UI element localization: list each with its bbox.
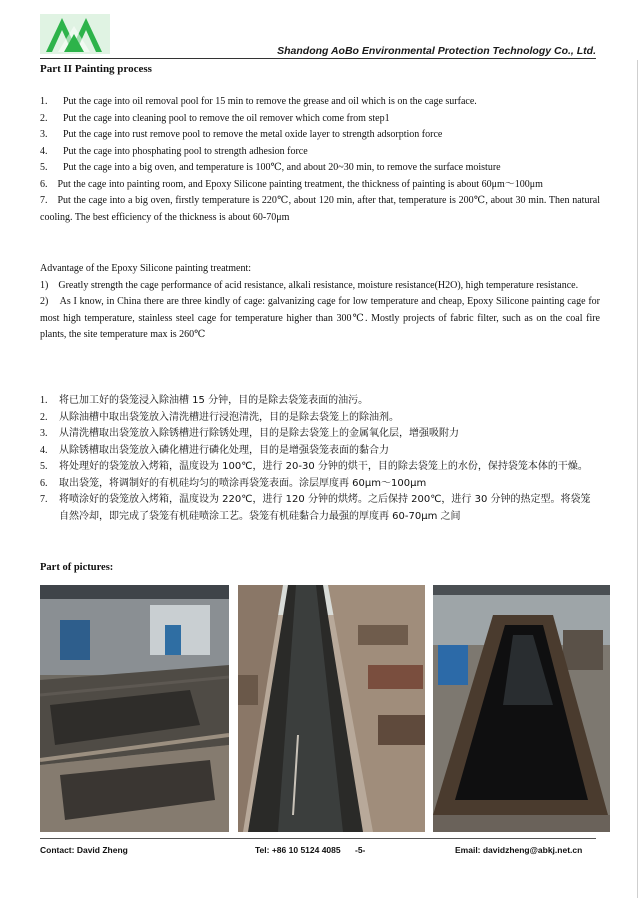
step-en-7: 7. Put the cage into a big oven, firstly temperature is 220℃, about 120 min, after that, temperature is 200℃, about 30 min. Then natural cooling. The best efficiency of the thickness is about 60-70μm xyxy=(40,195,600,223)
step-cn-1: 1. 将已加工好的袋笼浸入除油槽 15 分钟，目的是除去袋笼表面的油污。 xyxy=(40,395,369,406)
logo-icon xyxy=(40,14,110,54)
advantage-point-2: 2) As I know, in China there are three kindly of cage: galvanizing cage for low temperature and cheap, Epoxy Silicone painting cage for most high temperature, stainless steel cage for temperature higher than 300℃. Mostly projects of fabric filter, such as on the coal fire plants, the site temperature max is 260℃ xyxy=(40,296,601,340)
step-cn-4: 4. 从除锈槽取出袋笼放入磷化槽进行磷化处理，目的是增强袋笼表面的黏合力 xyxy=(40,444,389,456)
step-en-6: 6. Put the cage into painting room, and Epoxy Silicone painting treatment, the thickness of painting is about 60μm～100μm xyxy=(40,178,543,190)
footer-rule xyxy=(40,838,596,839)
advantage-point-1: 1) Greatly strength the cage performance of acid resistance, alkali resistance, moisture resistance(H2O), high temperature resistance. xyxy=(40,279,579,291)
step-en-2: 2. Put the cage into cleaning pool to remove the oil remover which come from step1 xyxy=(40,112,390,124)
english-steps-list xyxy=(40,94,600,226)
advantage-heading: Advantage of the Epoxy Silicone painting treatment: xyxy=(40,263,252,274)
company-logo xyxy=(40,14,110,54)
workshop-pools-photo xyxy=(40,585,229,832)
step-en-4: 4. Put the cage into phosphating pool to strength adhesion force xyxy=(40,145,308,157)
section-title: Part II Painting process xyxy=(40,63,152,75)
footer-page-number: -5- xyxy=(355,845,366,855)
chinese-steps-list xyxy=(40,393,600,525)
step-cn-5: 5. 将处理好的袋笼放入烤箱，温度设为 100℃，进行 20-30 分钟的烘干，目的除去袋笼上的水份，保持袋笼本体的干燥。 xyxy=(40,461,588,472)
header-rule xyxy=(40,58,596,59)
company-name: Shandong AoBo Environmental Protection Technology Co., Ltd. xyxy=(277,45,596,57)
pictures-title: Part of pictures: xyxy=(40,562,114,573)
step-en-1: 1. Put the cage into oil removal pool for 15 min to remove the grease and oil which is on the cage surface. xyxy=(40,96,477,107)
step-en-3: 3. Put the cage into rust remove pool to remove the metal oxide layer to strength adsorption force xyxy=(40,129,443,140)
advantage-section xyxy=(40,261,600,344)
step-cn-7: 7. 将喷涂好的袋笼放入烤箱，温度设为 220℃，进行 120 分钟的烘烤。之后保持 200℃，进行 30 分钟的热定型。将袋笼自然冷却，即完成了袋笼有机硅喷涂工艺。袋笼有机硅黏合力最强的厚度再 60-70μm 之间 xyxy=(40,494,591,522)
footer-tel: Tel: +86 10 5124 4085 xyxy=(255,845,341,855)
step-cn-3: 3. 从清洗槽取出袋笼放入除锈槽进行除锈处理，目的是除去袋笼上的金属氧化层，增强吸附力 xyxy=(40,428,459,439)
step-cn-6: 6. 取出袋笼，将调制好的有机硅均匀的喷涂再袋笼表面。涂层厚度再 60μm～100μm xyxy=(40,477,427,489)
treatment-tanks-photo xyxy=(238,585,425,832)
dip-tank-photo xyxy=(433,585,610,832)
footer-email: Email: davidzheng@abkj.net.cn xyxy=(455,845,583,855)
step-cn-2: 2. 从除油槽中取出袋笼放入清洗槽进行浸泡清洗，目的是除去袋笼上的除油剂。 xyxy=(40,411,399,423)
step-en-5: 5. Put the cage into a big oven, and temperature is 100℃, and about 20~30 min, to remove the surface moisture xyxy=(40,162,501,173)
footer-contact: Contact: David Zheng xyxy=(40,845,128,855)
